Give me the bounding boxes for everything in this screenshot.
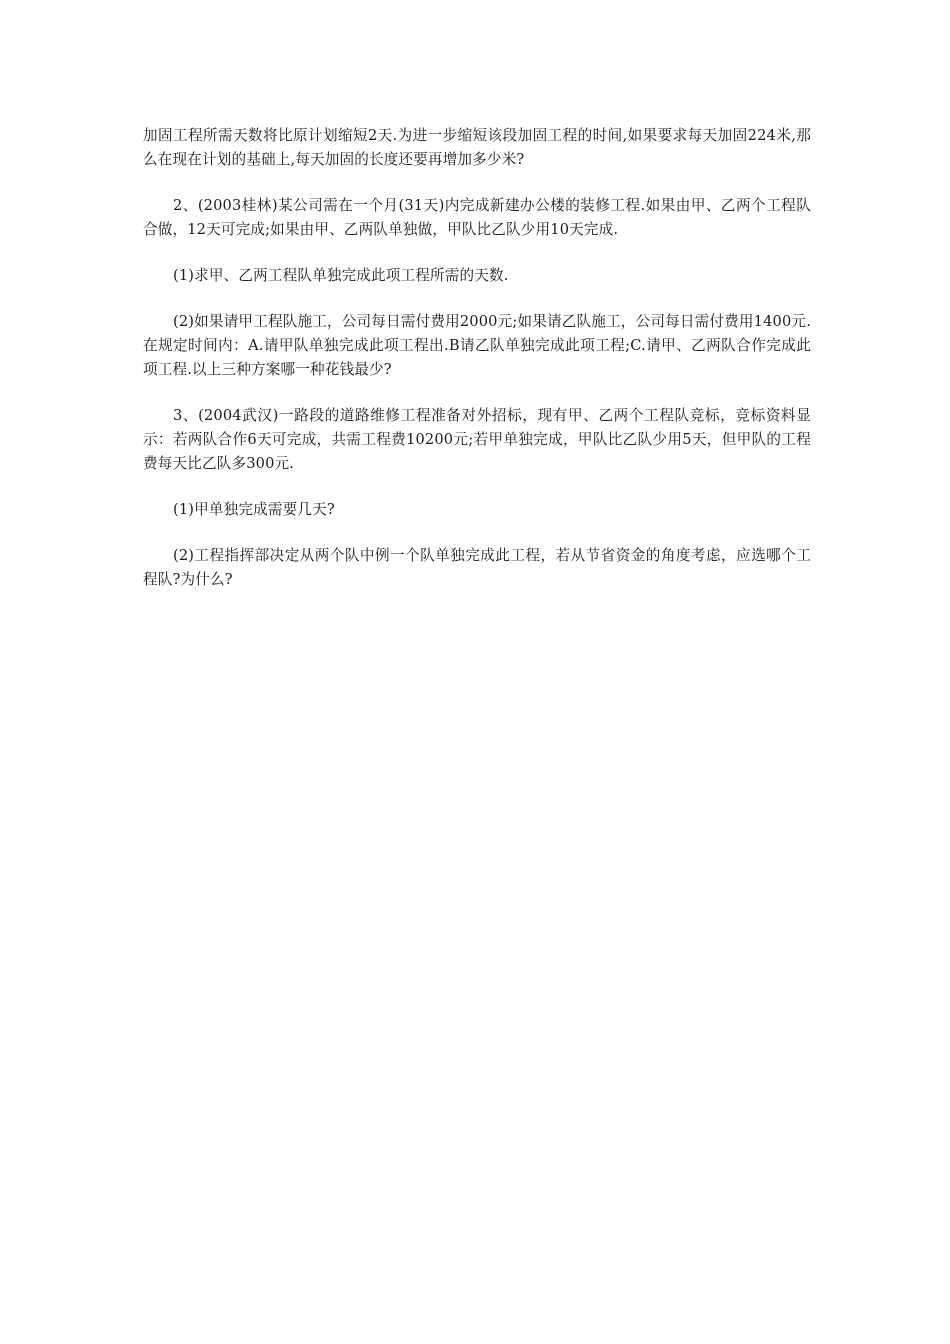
paragraph-continuation: 加固工程所需天数将比原计划缩短2天.为进一步缩短该段加固工程的时间,如果要求每天加固224米,那么在现在计划的基础上,每天加固的长度还要再增加多少米? xyxy=(143,127,811,168)
problem-2-question-1: (1)求甲、乙两工程队单独完成此项工程所需的天数. xyxy=(173,267,509,284)
problem-3-question-1: (1)甲单独完成需要几天? xyxy=(173,501,335,518)
problem-2-question-2: (2)如果请甲工程队施工，公司每日需付费用2000元;如果请乙队施工，公司每日需付费用1400元.在规定时间内：A.请甲队单独完成此项工程出.B请乙队单独完成此项工程;C.请甲、乙两队合作完成此项工程.以上三种方案哪一种花钱最少? xyxy=(143,313,811,378)
problem-3-question-2: (2)工程指挥部决定从两个队中例一个队单独完成此工程，若从节省资金的角度考虑，应选哪个工程队?为什么? xyxy=(143,547,811,588)
problem-2-statement: 2、(2003桂林)某公司需在一个月(31天)内完成新建办公楼的装修工程.如果由甲、乙两个工程队合做，12天可完成;如果由甲、乙两队单独做，甲队比乙队少用10天完成. xyxy=(143,197,811,238)
problem-3-statement: 3、(2004武汉)一路段的道路维修工程准备对外招标，现有甲、乙两个工程队竞标，竞标资料显示：若两队合作6天可完成，共需工程费10200元;若甲单独完成，甲队比乙队少用5天，但甲队的工程费每天比乙队多300元. xyxy=(143,407,811,472)
document-body xyxy=(143,124,811,614)
